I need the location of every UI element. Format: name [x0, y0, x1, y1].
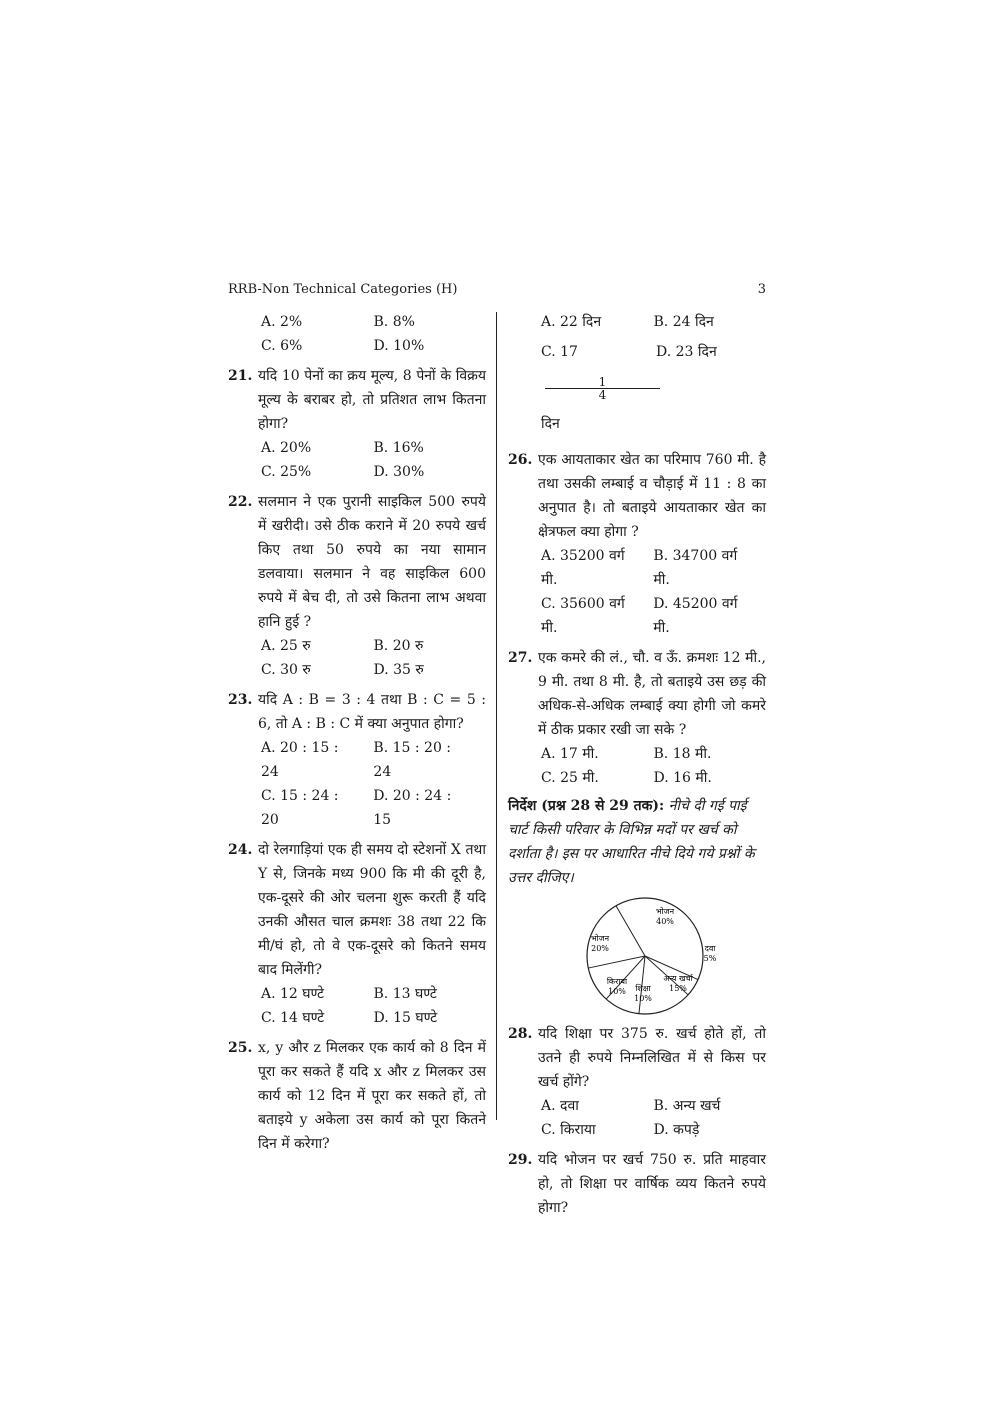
pie-slice-label: भोजन: [590, 934, 610, 943]
header-title: RRB-Non Technical Categories (H): [228, 282, 458, 297]
question-block: [228, 688, 486, 832]
page-header: [228, 282, 766, 297]
question: [228, 490, 486, 634]
question: [228, 838, 486, 982]
directions: [508, 794, 766, 890]
question-text: x, y और z मिलकर एक कार्य को 8 दिन में पूरा कर सकते हैं यदि x और z मिलकर उस कार्य को 12 दिन में पूरा कर सकते हों, तो बताइये y अकेला उस कार्य को पूरा कितने दिन में करेगा?: [258, 1040, 486, 1152]
directions-label: निर्देश (प्रश्न 28 से 29 तक):: [508, 798, 665, 814]
options: [261, 634, 486, 682]
fraction-den: 4: [598, 387, 607, 402]
option[interactable]: A. 17 मी.: [541, 746, 599, 762]
question: [228, 688, 486, 736]
option[interactable]: B. 20 रु: [373, 638, 424, 654]
question-block: [508, 1022, 766, 1142]
option[interactable]: C. 15 : 24 : 20: [261, 788, 339, 828]
options: [541, 742, 766, 790]
option[interactable]: B. 34700 वर्ग मी.: [653, 548, 738, 588]
question-block: [228, 838, 486, 1030]
option[interactable]: D. 30%: [373, 464, 425, 480]
question-number: 21.: [228, 368, 253, 384]
carryover-options: [261, 310, 486, 358]
option[interactable]: C. 30 रु: [261, 662, 311, 678]
pie-slice-label: भोजन: [655, 907, 675, 916]
option[interactable]: C. किराया: [541, 1122, 596, 1138]
question: [228, 1036, 486, 1156]
column-divider: [496, 312, 497, 1120]
pie-slice-value: 20%: [591, 944, 609, 953]
question-number: 23.: [228, 692, 253, 708]
pie-slice-label: दवा: [704, 944, 716, 953]
question-number: 28.: [508, 1026, 533, 1042]
expense-pie-chart: [560, 896, 730, 1016]
options: [261, 436, 486, 484]
carryover-options-right: [541, 310, 766, 442]
question-block: [508, 646, 766, 790]
option-c-unit: दिन: [541, 416, 560, 432]
pie-slice-value: 5%: [703, 954, 717, 963]
question-text: एक आयताकार खेत का परिमाप 760 मी. है तथा उसकी लम्बाई व चौड़ाई में 11 : 8 का अनुपात है। तो बताइये आयताकार खेत का क्षेत्रफल क्या होगा ?: [538, 452, 766, 540]
option[interactable]: D. कपड़े: [653, 1122, 700, 1138]
option-c-whole: C. 17: [541, 344, 578, 360]
option[interactable]: C. 25%: [261, 464, 312, 480]
options: [261, 736, 486, 832]
option[interactable]: D. 35 रु: [373, 662, 424, 678]
question-number: 24.: [228, 842, 253, 858]
question-block: [508, 1148, 766, 1220]
question-block: [508, 448, 766, 640]
option[interactable]: B. 16%: [373, 440, 424, 456]
question-block: [228, 490, 486, 682]
option[interactable]: A. 12 घण्टे: [261, 986, 325, 1002]
question: [508, 1148, 766, 1220]
question-text: यदि शिक्षा पर 375 रु. खर्च होते हों, तो उतने ही रुपये निम्नलिखित में से किस पर खर्च होंगे?: [538, 1026, 766, 1090]
question-number: 25.: [228, 1040, 253, 1056]
pie-slice-label: अन्य खर्चा: [663, 974, 693, 983]
option[interactable]: B. 24 दिन: [653, 314, 714, 330]
question-text: यदि 10 पेनों का क्रय मूल्य, 8 पेनों के विक्रय मूल्य के बराबर हो, तो प्रतिशत लाभ कितना होगा?: [258, 368, 486, 432]
fraction: [545, 376, 660, 401]
option[interactable]: C. 6%: [261, 338, 303, 354]
question-block: [228, 364, 486, 484]
question-number: 26.: [508, 452, 533, 468]
question-text: यदि A : B = 3 : 4 तथा B : C = 5 : 6, तो A : B : C में क्या अनुपात होगा?: [258, 692, 486, 732]
question-text: सलमान ने एक पुरानी साइकिल 500 रुपये में खरीदी। उसे ठीक कराने में 20 रुपये खर्च किए तथा 50 रुपये का नया सामान डलवाया। सलमान ने वह साइकिल 600 रुपये में बेच दी, तो उसे कितना लाभ अथवा हानि हुई ?: [258, 494, 486, 630]
option[interactable]: A. दवा: [541, 1098, 579, 1114]
question: [508, 1022, 766, 1094]
pie-slice-value: 10%: [634, 994, 652, 1003]
question: [228, 364, 486, 436]
option[interactable]: D. 16 मी.: [653, 770, 712, 786]
options: [541, 1094, 766, 1142]
option[interactable]: D. 10%: [373, 338, 425, 354]
left-column: [228, 310, 486, 1156]
pie-slice-value: 40%: [656, 917, 674, 926]
option[interactable]: B. 15 : 20 : 24: [373, 740, 452, 780]
question-number: 29.: [508, 1152, 533, 1168]
question: [508, 646, 766, 742]
options: [541, 544, 766, 640]
question-number: 22.: [228, 494, 253, 510]
option-c-mixed-fraction[interactable]: [541, 334, 656, 442]
question-block: [228, 1036, 486, 1156]
question-number: 27.: [508, 650, 533, 666]
option[interactable]: B. 8%: [373, 314, 415, 330]
directions-text: नीचे दी गई पाई चार्ट किसी परिवार के विभिन्न मदों पर खर्च को दर्शाता है। इस पर आधारित नीचे दिये गये प्रश्नों के उत्तर दीजिए।: [508, 798, 755, 886]
pie-slice-value: 10%: [608, 987, 626, 996]
question: [508, 448, 766, 544]
option[interactable]: C. 35600 वर्ग मी.: [541, 596, 625, 636]
fraction-num: 1: [545, 376, 660, 389]
option[interactable]: A. 25 रु: [261, 638, 311, 654]
option[interactable]: D. 20 : 24 : 15: [373, 788, 452, 828]
option[interactable]: A. 20%: [261, 440, 312, 456]
option[interactable]: C. 14 घण्टे: [261, 1010, 325, 1026]
page-number: 3: [757, 282, 766, 297]
option[interactable]: A. 22 दिन: [541, 314, 602, 330]
option[interactable]: A. 2%: [261, 314, 303, 330]
option[interactable]: A. 20 : 15 : 24: [261, 740, 339, 780]
pie-slice-value: 15%: [669, 984, 687, 993]
pie-slice-label: शिक्षा: [635, 984, 651, 993]
option[interactable]: B. 13 घण्टे: [373, 986, 437, 1002]
option[interactable]: B. 18 मी.: [653, 746, 712, 762]
option[interactable]: A. 35200 वर्ग मी.: [541, 548, 625, 588]
option[interactable]: C. 25 मी.: [541, 770, 599, 786]
options: [261, 982, 486, 1030]
right-column: [508, 310, 766, 1220]
question-text: एक कमरे की लं., चौ. व ऊँ. क्रमशः 12 मी., 9 मी. तथा 8 मी. है, तो बताइये उस छड़ की अधिक-से-अधिक लम्बाई क्या होगी जो कमरे में ठीक प्रकार रखी जा सके ?: [538, 650, 766, 738]
option[interactable]: B. अन्य खर्च: [653, 1098, 721, 1114]
option[interactable]: D. 15 घण्टे: [373, 1010, 438, 1026]
option[interactable]: D. 23 दिन: [656, 344, 717, 360]
question-text: दो रेलगाड़ियां एक ही समय दो स्टेशनों X तथा Y से, जिनके मध्य 900 कि मी की दूरी है, एक-दूसरे की ओर चलना शुरू करती हैं यदि उनकी औसत चाल क्रमशः 38 तथा 22 कि मी/घं हो, तो वे एक-दूसरे को कितने समय बाद मिलेंगी?: [258, 842, 486, 978]
option[interactable]: D. 45200 वर्ग मी.: [653, 596, 738, 636]
pie-slice-label: किराया: [606, 977, 628, 986]
question-text: यदि भोजन पर खर्च 750 रु. प्रति माहवार हो, तो शिक्षा पर वार्षिक व्यय कितने रुपये होगा?: [538, 1152, 766, 1216]
